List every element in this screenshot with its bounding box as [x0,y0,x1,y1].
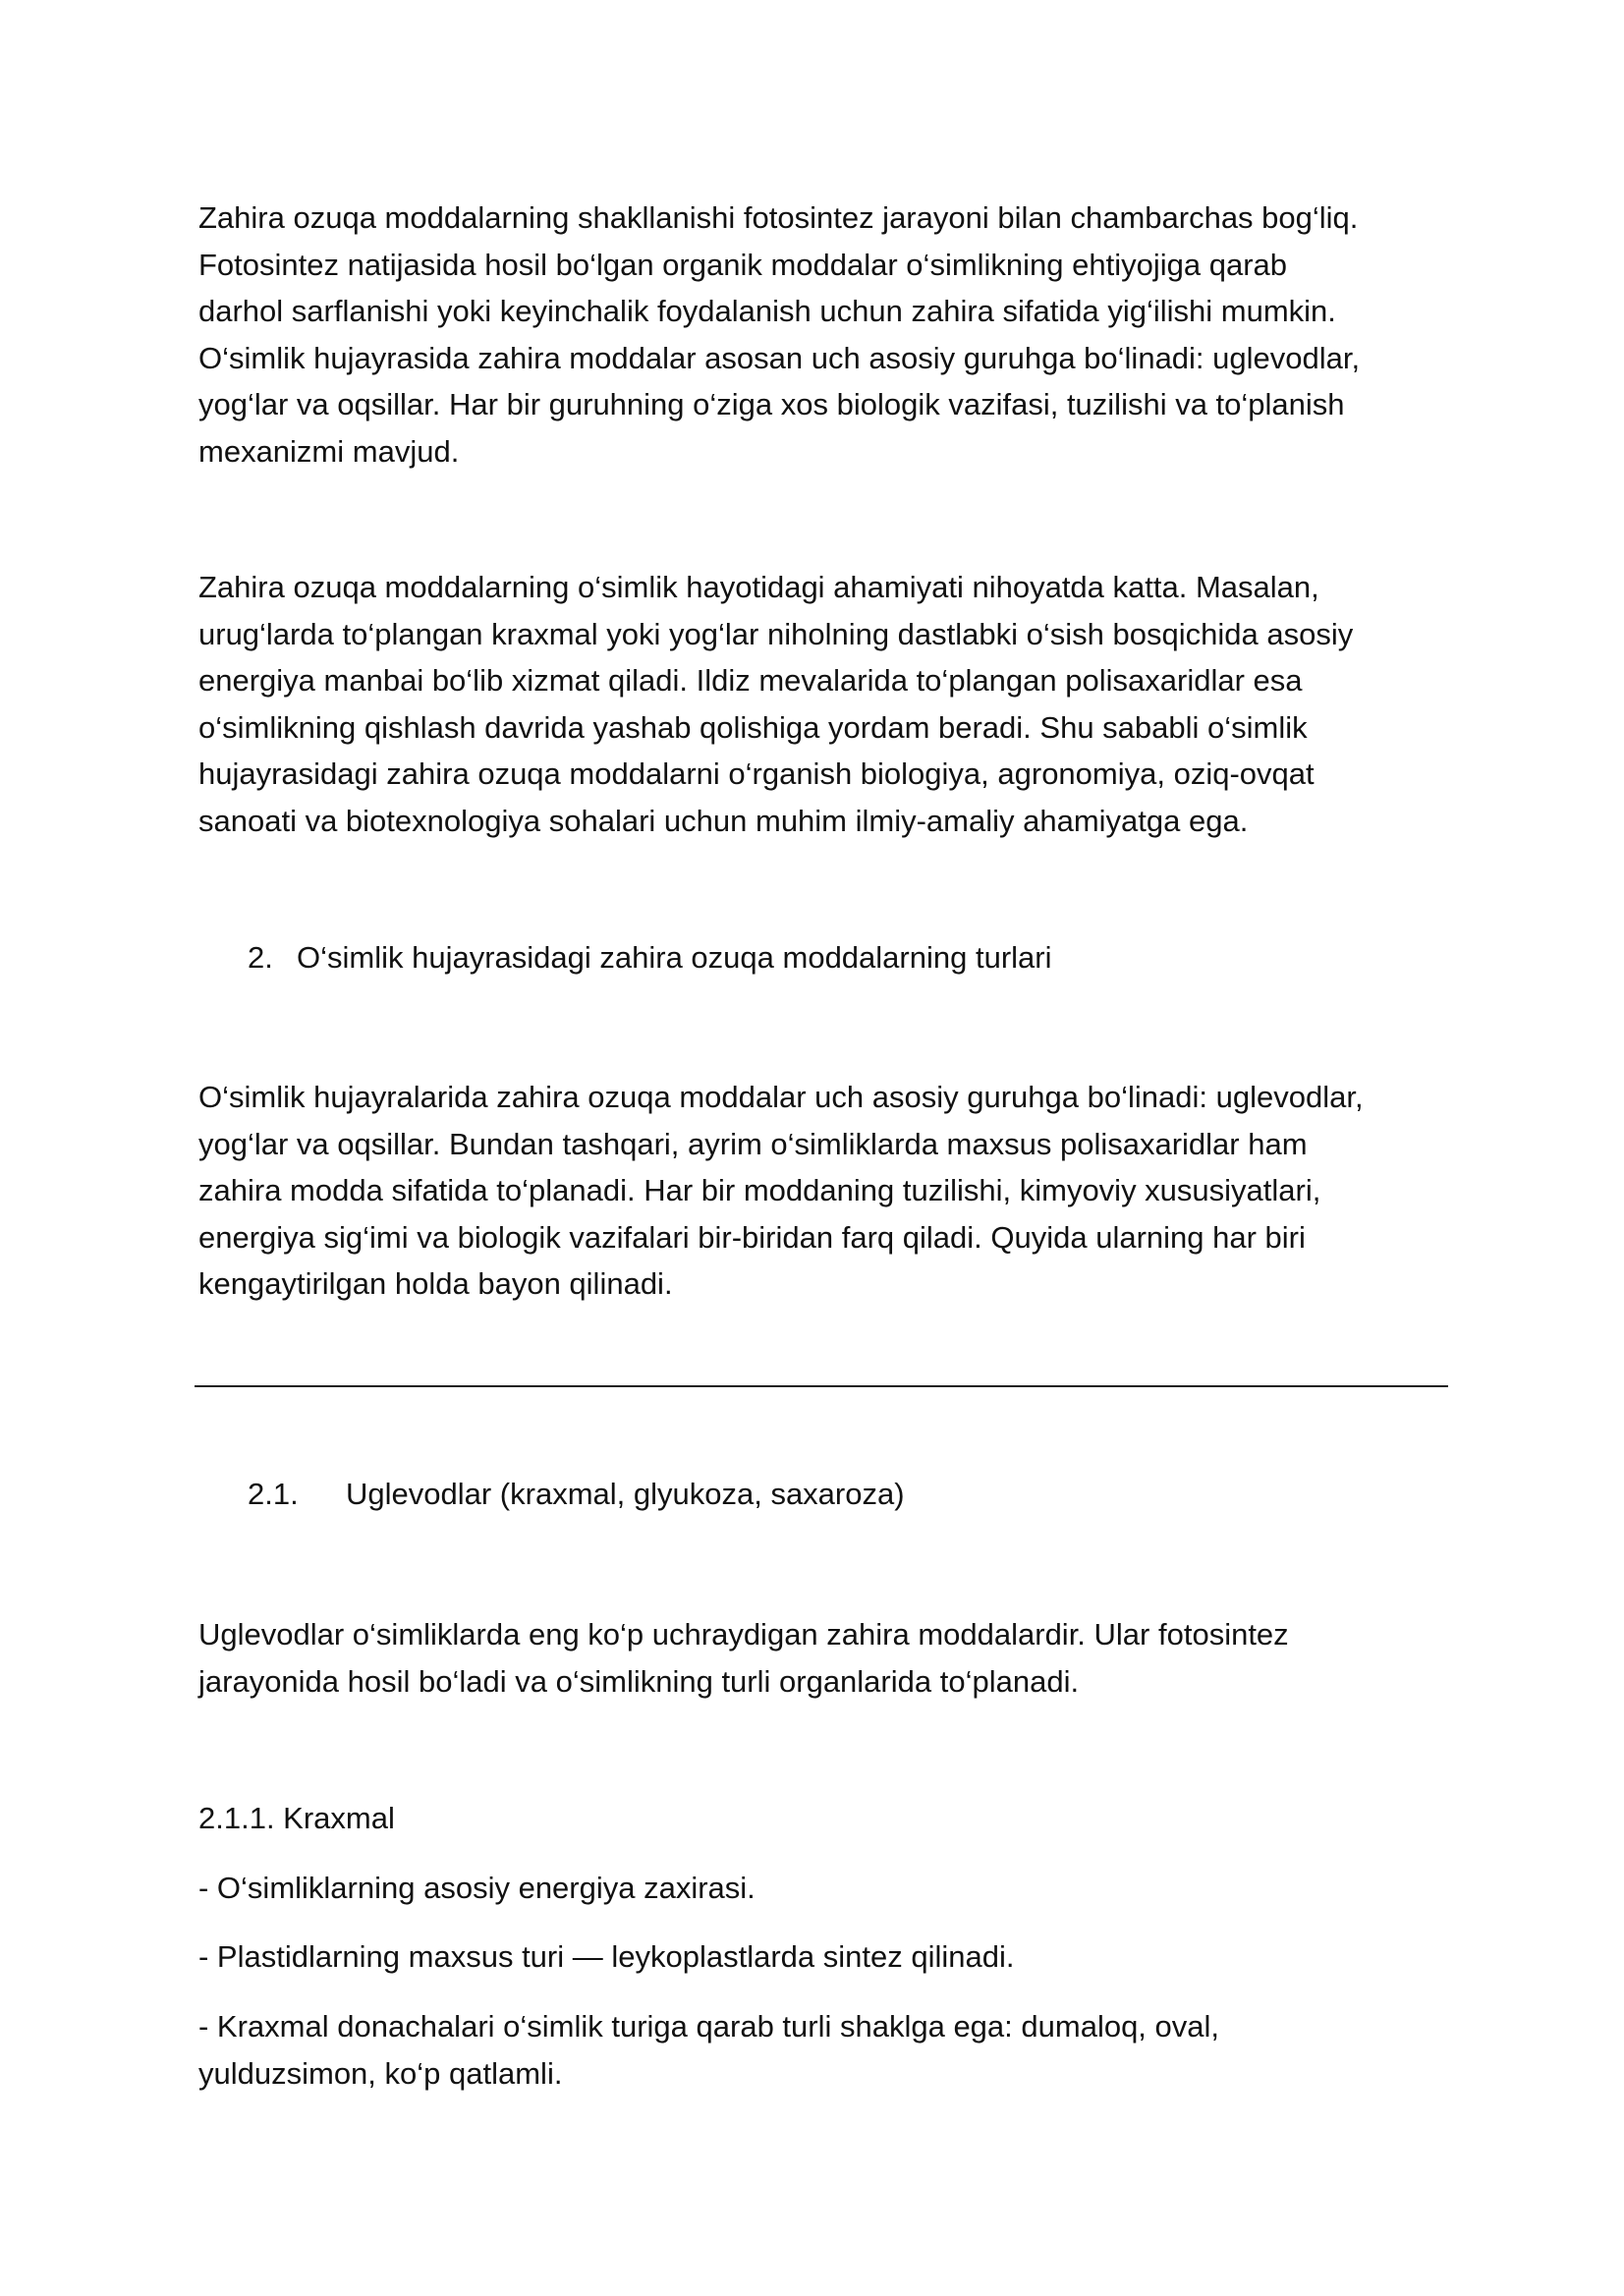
text-line: yog‘lar va oqsillar. Bundan tashqari, ayrim o‘simliklarda maxsus polisaxaridlar ham [198,1126,1308,1161]
heading-text: 2.1.1. Kraxmal [198,1801,395,1835]
heading-text: Uglevodlar (kraxmal, glyukoza, saxaroza) [346,1477,905,1511]
carbohydrates-paragraph [198,1611,1438,1705]
text-line: Uglevodlar o‘simliklarda eng ko‘p uchraydigan zahira moddalardir. Ular fotosintez [198,1617,1289,1652]
bullet-item [198,1865,1438,1912]
bullet-text: - Plastidlarning maxsus turi — leykoplastlarda sintez qilinadi. [198,1939,1015,1974]
text-line: darhol sarflanishi yoki keyinchalik foydalanish uchun zahira sifatida yig‘ilishi mumkin. [198,294,1336,328]
text-line: energiya manbai bo‘lib xizmat qiladi. Ildiz mevalarida to‘plangan polisaxaridlar esa [198,663,1303,698]
bullet-item [198,1933,1438,1981]
text-line: Zahira ozuqa moddalarning shakllanishi fotosintez jarayoni bilan chambarchas bog‘liq. [198,200,1359,235]
text-line: sanoati va biotexnologiya sohalari uchun muhim ilmiy-amaliy ahamiyatga ega. [198,803,1249,838]
bullet-text: yulduzsimon, ko‘p qatlamli. [198,2055,563,2091]
text-line: Zahira ozuqa moddalarning o‘simlik hayotidagi ahamiyati nihoyatda katta. Masalan, [198,570,1319,604]
text-line: hujayrasidagi zahira ozuqa moddalarni o‘rganish biologiya, agronomiya, oziq-ovqat [198,756,1315,791]
text-line: O‘simlik hujayralarida zahira ozuqa moddalar uch asosiy guruhga bo‘linadi: uglevodlar, [198,1080,1364,1114]
text-line: mexanizmi mavjud. [198,433,460,469]
text-line: urug‘larda to‘plangan kraxmal yoki yog‘lar niholning dastlabki o‘sish bosqichida asosiy [198,616,1354,651]
text-line: kengaytirilgan holda bayon qilinadi. [198,1266,673,1301]
bullet-text: - Kraxmal donachalari o‘simlik turiga qarab turli shaklga ega: dumaloq, oval, [198,2009,1220,2044]
heading-number: 2. [248,940,273,975]
text-line: energiya sig‘imi va biologik vazifalari bir-biridan farq qiladi. Quyida ularning har biri [198,1219,1306,1255]
section-2-1-1-heading [198,1795,1438,1842]
text-line: zahira modda sifatida to‘planadi. Har bir moddaning tuzilishi, kimyoviy xususiyatlari, [198,1173,1321,1207]
intro-paragraph [198,195,1438,475]
text-line: o‘simlikning qishlash davrida yashab qolishiga yordam beradi. Shu sababli o‘simlik [198,709,1308,745]
text-line: O‘simlik hujayrasida zahira moddalar asosan uch asosiy guruhga bo‘linadi: uglevodlar, [198,340,1361,375]
bullet-item [198,2003,1438,2097]
text-line: Fotosintez natijasida hosil bo‘lgan organik moddalar o‘simlikning ehtiyojiga qarab [198,247,1288,282]
text-line: jarayonida hosil bo‘ladi va o‘simlikning turli organlarida to‘planadi. [198,1663,1080,1699]
importance-paragraph [198,564,1438,844]
section-2-heading [248,934,1051,981]
bullet-text: - O‘simliklarning asosiy energiya zaxirasi. [198,1871,756,1905]
heading-text: O‘simlik hujayrasidagi zahira ozuqa moddalarning turlari [297,940,1052,975]
horizontal-divider [195,1385,1448,1387]
section-2-1-heading [248,1471,905,1518]
heading-number: 2.1. [248,1477,299,1511]
types-paragraph [198,1074,1438,1308]
text-line: yog‘lar va oqsillar. Har bir guruhning o‘ziga xos biologik vazifasi, tuzilishi va to‘planish [198,387,1345,421]
